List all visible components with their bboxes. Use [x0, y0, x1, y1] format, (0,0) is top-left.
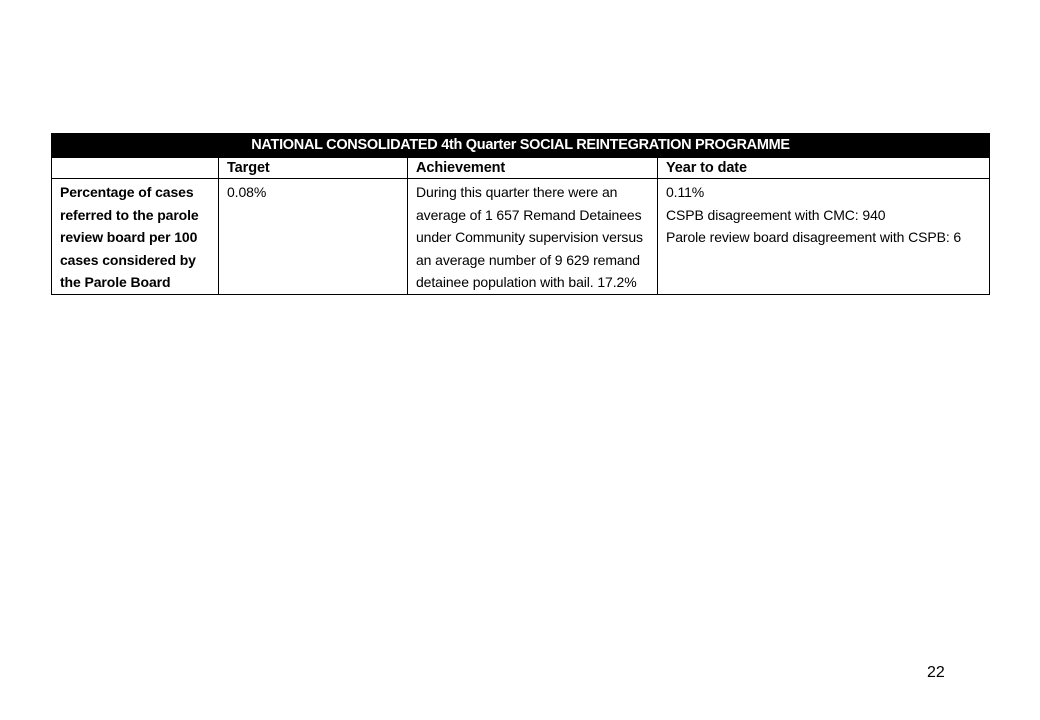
report-sheet — [51, 133, 989, 295]
table-header-row — [52, 158, 990, 179]
indicator-cell: Percentage of cases referred to the parole review board per 100 cases considered by the Parole Board — [52, 179, 219, 295]
header-year-to-date: Year to date — [658, 158, 990, 179]
achievement-cell: During this quarter there were an average of 1 657 Remand Detainees under Community supervision versus an average number of 9 629 remand detainee population with bail. 17.2% — [408, 179, 658, 295]
table-row — [52, 179, 990, 295]
header-target: Target — [219, 158, 408, 179]
header-achievement: Achievement — [408, 158, 658, 179]
social-reintegration-table — [51, 133, 990, 295]
page-number: 22 — [927, 664, 945, 681]
table-title: NATIONAL CONSOLIDATED 4th Quarter SOCIAL REINTEGRATION PROGRAMME — [52, 134, 990, 158]
year-to-date-cell — [658, 179, 990, 295]
target-cell: 0.08% — [219, 179, 408, 295]
header-indicator — [52, 158, 219, 179]
table-title-row — [52, 134, 990, 158]
year-to-date-parole-board: Parole review board disagreement with CSPB: 6 — [666, 229, 962, 245]
year-to-date-total: 0.11% — [666, 184, 705, 200]
year-to-date-cspb: CSPB disagreement with CMC: 940 — [666, 206, 886, 223]
